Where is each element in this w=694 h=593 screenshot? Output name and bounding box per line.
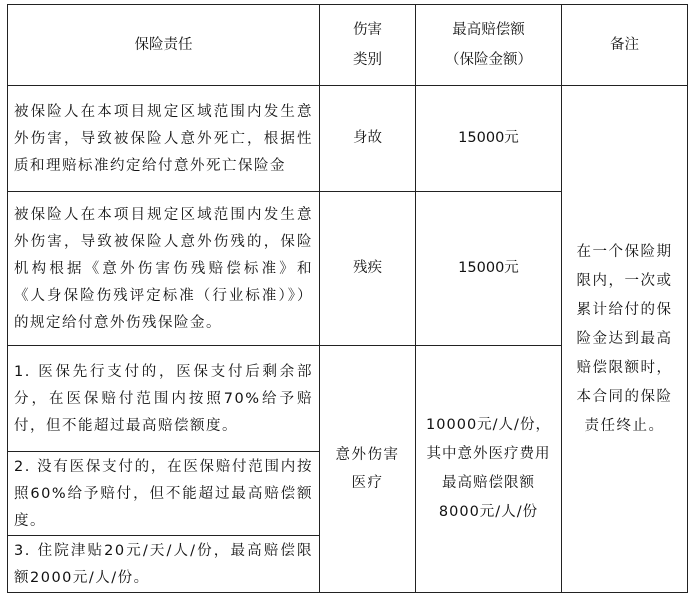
header-amount-line1: 最高赔偿额 bbox=[452, 22, 525, 38]
remarks-cell: 在一个保险期限内，一次或累计给付的保险金达到最高赔偿限额时，本合同的保险责任终止。 bbox=[562, 86, 688, 593]
header-category-line2: 类别 bbox=[353, 52, 382, 68]
responsibility-cell: 2. 没有医保支付的，在医保赔付范围内按照60%给予赔付，但不能超过最高赔偿额度。 bbox=[8, 452, 320, 536]
header-category bbox=[320, 5, 416, 86]
table-row bbox=[8, 86, 688, 192]
header-remarks: 备注 bbox=[562, 5, 688, 86]
header-amount bbox=[416, 5, 562, 86]
header-row bbox=[8, 5, 688, 86]
responsibility-cell: 被保险人在本项目规定区域范围内发生意外伤害，导致被保险人意外死亡，根据性质和理赔标准约定给付意外死亡保险金 bbox=[8, 86, 320, 192]
responsibility-cell: 3. 住院津贴20元/天/人/份，最高赔偿限额2000元/人/份。 bbox=[8, 536, 320, 593]
responsibility-cell: 1. 医保先行支付的，医保支付后剩余部分，在医保赔付范围内按照70%给予赔付，但不能超过最高赔偿额度。 bbox=[8, 346, 320, 452]
amount-cell: 15000元 bbox=[416, 192, 562, 346]
header-amount-line2: （保险金额） bbox=[445, 52, 532, 68]
amount-cell: 15000元 bbox=[416, 86, 562, 192]
category-cell: 残疾 bbox=[320, 192, 416, 346]
category-cell: 身故 bbox=[320, 86, 416, 192]
responsibility-cell: 被保险人在本项目规定区域范围内发生意外伤害，导致被保险人意外伤残的，保险机构根据《意外伤害伤残赔偿标准》和《人身保险伤残评定标准（行业标准）》）的规定给付意外伤残保险金。 bbox=[8, 192, 320, 346]
category-cell: 意外伤害医疗 bbox=[320, 346, 416, 593]
header-responsibility: 保险责任 bbox=[8, 5, 320, 86]
header-category-line1: 伤害 bbox=[353, 22, 382, 38]
insurance-table bbox=[7, 4, 688, 593]
amount-cell: 10000元/人/份，其中意外医疗费用最高赔偿限额8000元/人/份 bbox=[416, 346, 562, 593]
